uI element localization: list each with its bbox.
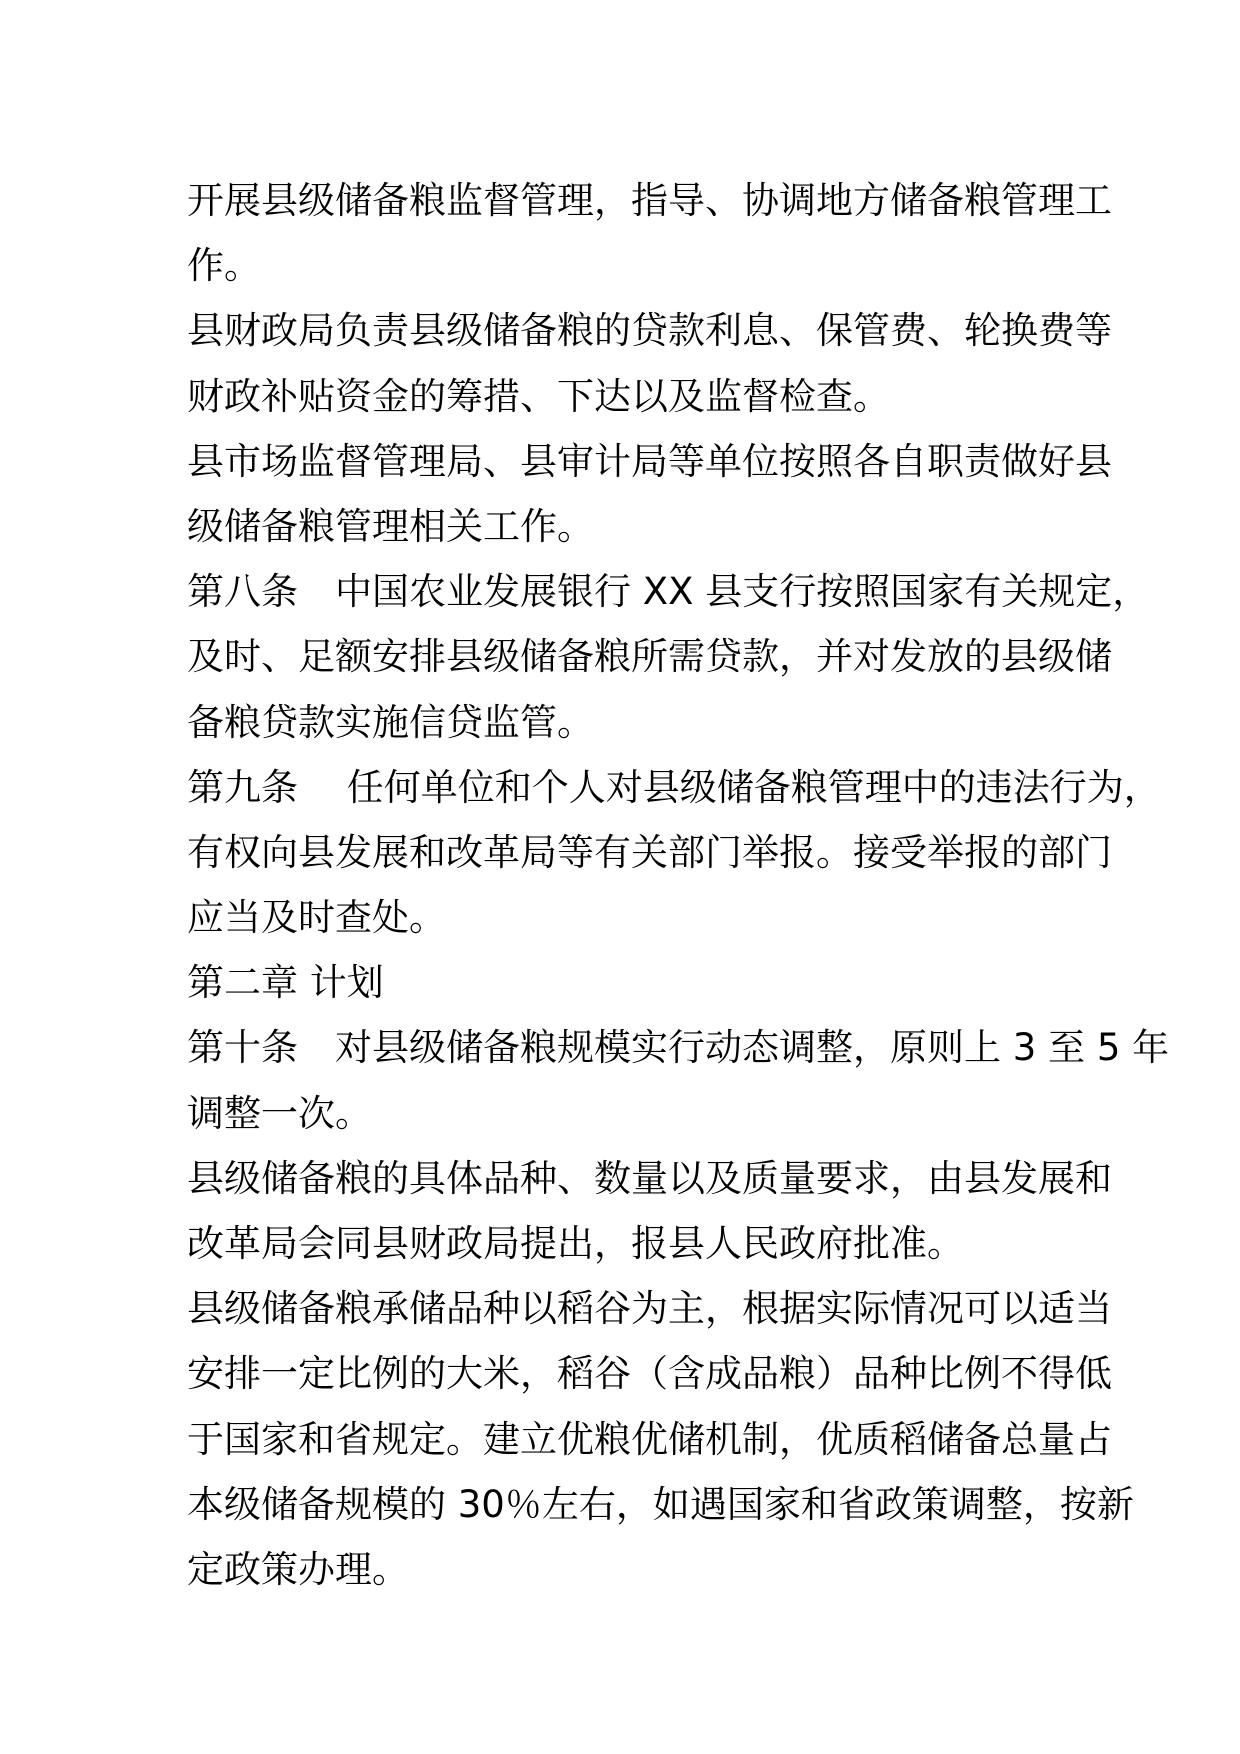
text-line: 备粮贷款实施信贷监管。	[187, 700, 594, 744]
text-line: 及时、足额安排县级储备粮所需贷款，并对发放的县级储	[187, 635, 1112, 679]
text-line: 改革局会同县财政局提出，报县人民政府批准。	[187, 1222, 964, 1265]
text-line: 县财政局负责县级储备粮的贷款利息、保管费、轮换费等	[187, 309, 1112, 353]
text-line: 应当及时查处。	[187, 896, 446, 940]
text-line: 调整一次。	[187, 1091, 372, 1135]
text-line: 财政补贴资金的筹措、下达以及监督检查。	[187, 374, 890, 418]
chapter-heading: 第二章 计划	[187, 961, 384, 1005]
text-line: 有权向县发展和改革局等有关部门举报。接受举报的部门	[187, 830, 1112, 874]
text-line: 级储备粮管理相关工作。	[187, 504, 594, 548]
text-line: 本级储备规模的 30％左右，如遇国家和省政策调整，按新	[187, 1482, 1134, 1526]
article-9-heading-line: 第九条 任何单位和个人对县级储备粮管理中的违法行为，	[187, 765, 1161, 809]
text-line: 开展县级储备粮监督管理，指导、协调地方储备粮管理工	[187, 179, 1112, 222]
text-line: 县市场监督管理局、县审计局等单位按照各自职责做好县	[187, 439, 1112, 483]
article-10-heading-line: 第十条 对县级储备粮规模实行动态调整，原则上 3 至 5 年	[187, 1026, 1170, 1070]
text-line: 于国家和省规定。建立优粮优储机制，优质稻储备总量占	[187, 1417, 1112, 1461]
article-8-heading-line: 第八条 中国农业发展银行 XX 县支行按照国家有关规定，	[187, 570, 1150, 614]
text-line: 作。	[187, 244, 261, 288]
text-line: 定政策办理。	[187, 1547, 409, 1591]
text-line: 安排一定比例的大米，稻谷（含成品粮）品种比例不得低	[187, 1352, 1112, 1396]
text-line: 县级储备粮承储品种以稻谷为主，根据实际情况可以适当	[187, 1287, 1112, 1331]
document-body	[187, 168, 1170, 1602]
text-line: 县级储备粮的具体品种、数量以及质量要求，由县发展和	[187, 1156, 1112, 1200]
